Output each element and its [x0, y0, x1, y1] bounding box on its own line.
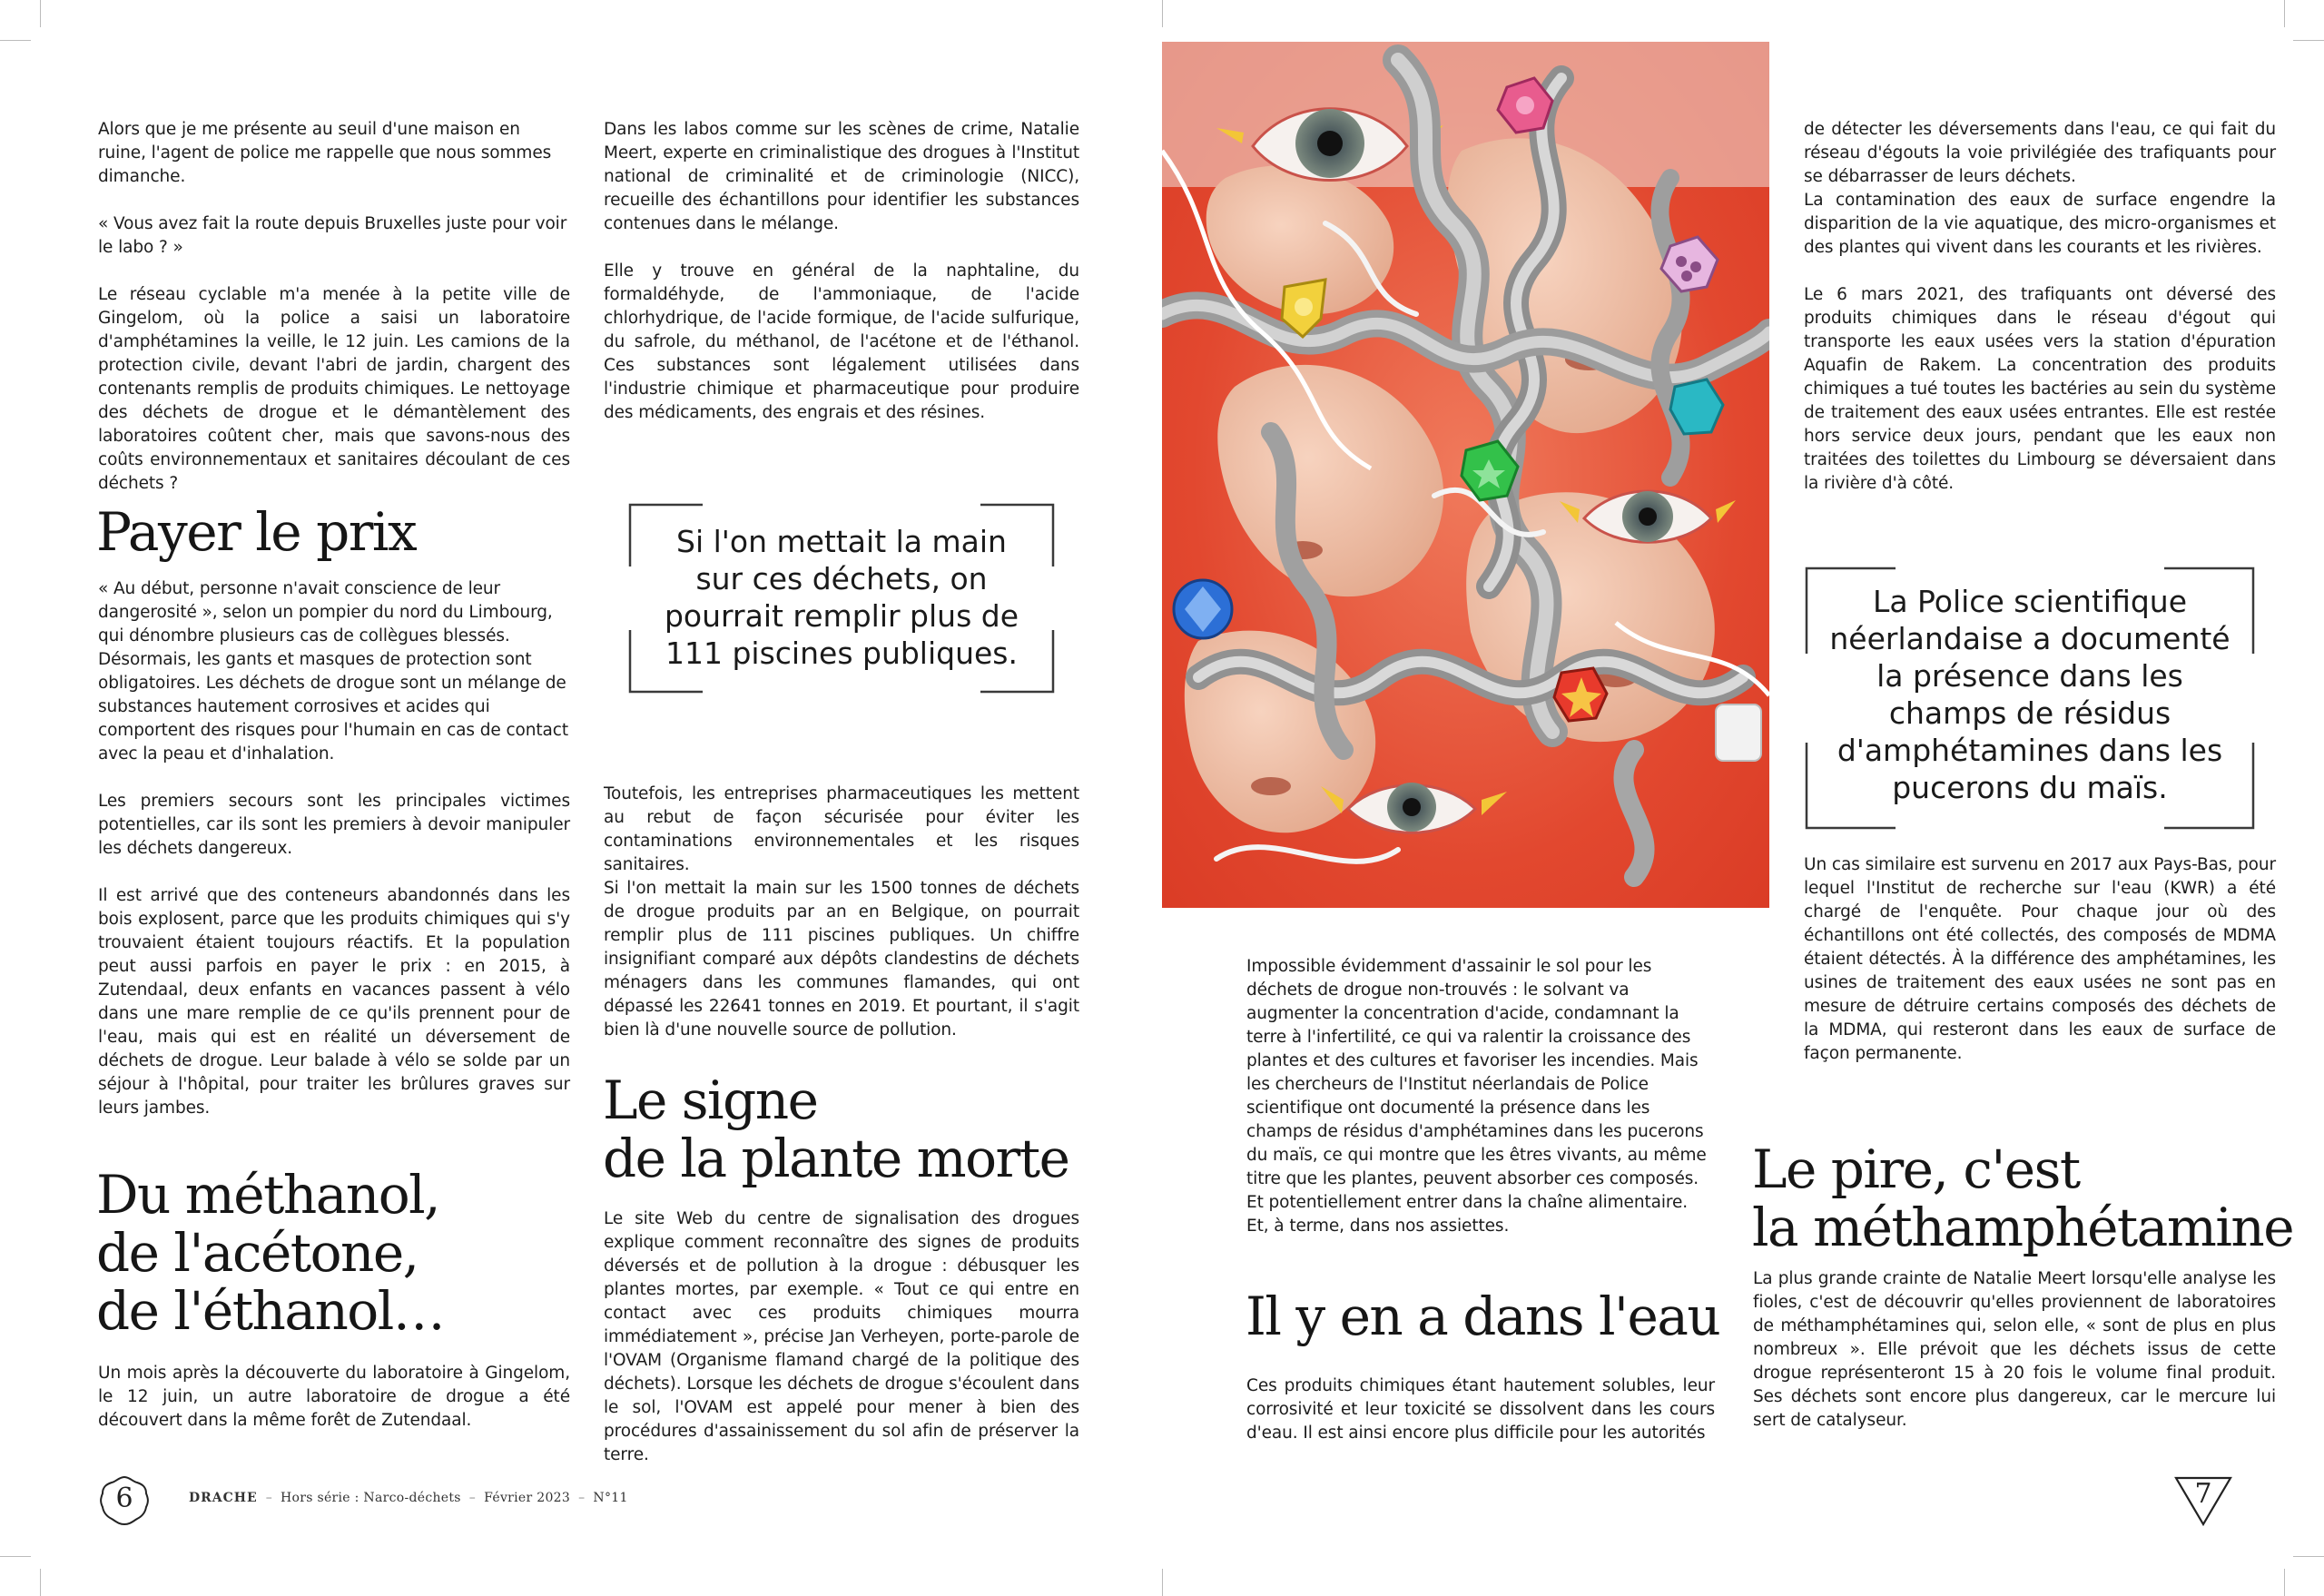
- heading-line: la méthamphétamine: [1752, 1197, 2294, 1258]
- paragraph: de détecter les déversements dans l'eau, ce qui fait du réseau d'égouts la voie privilégiée des trafiquants pour se débarrasser de leurs déchets.: [1804, 120, 2276, 186]
- col4-top: [1804, 118, 2276, 496]
- paragraph: Toutefois, les entreprises pharmaceutiques les mettent au rebut de façon sécurisée pour éviter les contaminations environnementales et les risques sanitaires.: [604, 784, 1079, 874]
- footer-date: Février 2023: [484, 1491, 571, 1505]
- col1-methanol: [98, 1362, 570, 1433]
- paragraph: La plus grande crainte de Natalie Meert lorsqu'elle analyse les fioles, c'est de découvrir qu'elles proviennent de laboratoires de méthamphétamines qui, selon elle, « sont de plus en plus nombreux ». Elle prévoit que les déchets issus de cette drogue représenteront 15 à 20 fois le volume final produit. Ses déchets sont encore plus dangereux, car le mercure lui sert de catalyseur.: [1753, 1269, 2276, 1430]
- page-number: 7: [2194, 1478, 2212, 1510]
- col3-body: [1246, 955, 1715, 1238]
- col4-mid: [1804, 853, 2276, 1066]
- heading-line: Le signe: [603, 1069, 818, 1131]
- heading-pire: [1752, 1140, 2293, 1256]
- footer-info: DRACHE – Hors série : Narco-déchets – Février 2023 – N°11: [189, 1491, 628, 1505]
- pull-quote-text: Si l'on mettait la main sur ces déchets, on pourrait remplir plus de 111 piscines publiques.: [664, 524, 1019, 671]
- paragraph: Dans les labos comme sur les scènes de crime, Natalie Meert, experte en criminalistique des drogues à l'Institut national de criminalité et de criminologie (NICC), recueille des échantillons pour identifier les substances contenues dans le mélange.: [604, 120, 1079, 233]
- paragraph: Un cas similaire est survenu en 2017 aux Pays-Bas, pour lequel l'Institut de recherche sur l'eau (KWR) a été chargé de l'enquête. Pour chaque jour où des échantillons ont été collectés, des composés de MDMA étaient détectés. À la différence des amphétamines, les usines de traitement des eaux usées ne sont pas en mesure de détruire certains composés des déchets de la MDMA, qui resteront dans les eaux de surface de façon permanente.: [1804, 855, 2276, 1063]
- paragraph: Le site Web du centre de signalisation des drogues explique comment reconnaître des signes de produits déversés et de pollution à la drogue : débusquer les plantes mortes, par exemple. « Tout ce qui entre en contact avec ces produits chimiques mourra immédiatement », précise Jan Verheyen, porte-parole de l'OVAM (Organisme flamand chargé de la politique des déchets). Lorsque les déchets de drogue s'écoulent dans le sol, l'OVAM est appelé pour mener à bien des procédures d'assainissement du sol afin de préserver la terre.: [604, 1209, 1079, 1464]
- col2-intro: [604, 118, 1079, 425]
- col4-pire: [1753, 1267, 2276, 1433]
- col2-signe: [604, 1207, 1079, 1467]
- paragraph: Si l'on mettait la main sur les 1500 tonnes de déchets de drogue produits par an en Belgique, on pourrait remplir plus de 111 piscines publiques. Un chiffre insignifiant comparé aux dépôts clandestins de déchets ménagers dans les communes flamandes, qui ont dépassé les 22641 tonnes en 2019. Et pourtant, il s'agit bien là d'une nouvelle source de pollution.: [604, 879, 1079, 1039]
- paragraph: Elle y trouve en général de la naphtaline, du formaldéhyde, de l'ammoniaque, de l'acide chlorhydrique, de l'acide formique, de l'acide sulfurique, du safrole, du méthanol, de l'acétone et de l'éthanol. Ces substances sont légalement utilisées dans l'industrie chimique et pharmaceutique pour produire des médicaments, des engrais et des résines.: [604, 261, 1079, 422]
- heading-line: Du méthanol,: [96, 1164, 440, 1226]
- heading-line: de l'acétone,: [96, 1222, 419, 1284]
- paragraph: Il est arrivé que des conteneurs abandonnés dans les bois explosent, parce que les produits chimiques qui s'y trouvaient étaient toujours réactifs. Et la population peut aussi parfois en payer le prix : en 2015, à Zutendaal, deux enfants en vacances passent à vélo dans une mare remplie de ce qu'ils prennent pour de l'eau, mais qui est en réalité un déversement de déchets de drogue. Leur balade à vélo se solde par un séjour à l'hôpital, pour traiter les brûlures graves sur leurs jambes.: [98, 886, 570, 1118]
- paragraph: « Vous avez fait la route depuis Bruxelles juste pour voir le labo ? »: [98, 214, 567, 257]
- footer-issue: Hors série : Narco-déchets: [281, 1491, 461, 1505]
- heading-payer-le-prix: Payer le prix: [96, 501, 417, 563]
- footer-brand: DRACHE: [189, 1491, 258, 1505]
- paragraph: Les premiers secours sont les principales victimes potentielles, car ils sont les premiers à devoir manipuler les déchets dangereux.: [98, 792, 570, 858]
- paragraph: « Au début, personne n'avait conscience de leur dangerosité », selon un pompier du nord du Limbourg, qui dénombre plusieurs cas de collègues blessés. Désormais, les gants et masques de protection sont obligatoires. Les déchets de drogue sont un mélange de substances hautement corrosives et acides qui comportent des risques pour l'humain en cas de contact avec la peau et d'inhalation.: [98, 579, 568, 764]
- paragraph: Alors que je me présente au seuil d'une maison en ruine, l'agent de police me rappelle que nous sommes dimanche.: [98, 120, 552, 186]
- pull-quote: [628, 503, 1055, 694]
- heading-signe: [603, 1071, 1068, 1187]
- footer-number: N°11: [593, 1491, 628, 1505]
- heading-line: Le pire, c'est: [1752, 1138, 2080, 1200]
- pull-quote: [1805, 566, 2255, 830]
- paragraph: La contamination des eaux de surface engendre la disparition de la vie aquatique, des micro-organismes et des plantes qui vivent dans les courants et les rivières.: [1804, 191, 2276, 257]
- paragraph: Un mois après la découverte du laboratoire à Gingelom, le 12 juin, un autre laboratoire de drogue a été découvert dans la même forêt de Zutendaal.: [98, 1364, 570, 1430]
- paragraph: Ces produits chimiques étant hautement solubles, leur corrosivité et leur toxicité se dissolvent dans les cours d'eau. Il est ainsi encore plus difficile pour les autorités: [1246, 1376, 1715, 1443]
- heading-line: de l'éthanol…: [96, 1280, 445, 1342]
- col1-payer: [98, 577, 570, 1120]
- pull-quote-text: La Police scientifique néerlandaise a documenté la présence dans les champs de résidus d'amphétamines dans les pucerons du maïs.: [1829, 584, 2230, 805]
- heading-methanol: [96, 1166, 444, 1340]
- paragraph: Le réseau cyclable m'a menée à la petite ville de Gingelom, où la police a saisi un laboratoire d'amphétamines la veille, le 12 juin. Les camions de la protection civile, devant l'abri de jardin, chargent des contenants remplis de produits chimiques. Le nettoyage des déchets de drogue et le démantèlement des laboratoires coûtent cher, mais que savons-nous des coûts environnementaux et sanitaires découlant de ces déchets ?: [98, 285, 570, 493]
- col1-intro: [98, 118, 570, 496]
- paragraph: Le 6 mars 2021, des trafiquants ont déversé des produits chimiques dans le réseau d'égout qui transporte les eaux usées vers la station d'épuration Aquafin de Rakem. La concentration des produits chimiques a tué toutes les bactéries au sein du système de traitement des eaux usées entrantes. Elle est restée hors service deux jours, pendant que les eaux non traitées des toilettes du Limbourg se déversaient dans la rivière d'à côté.: [1804, 285, 2276, 493]
- right-page: [1162, 0, 2324, 1596]
- heading-eau: Il y en a dans l'eau: [1246, 1286, 1720, 1347]
- paragraph: Impossible évidemment d'assainir le sol pour les déchets de drogue non-trouvés : le solvant va augmenter la concentration d'acide, condamnant la terre à l'infertilité, ce qui va ralentir la croissance des plantes et des cultures et favoriser les incendies. Mais les chercheurs de l'Institut néerlandais de Police scientifique ont documenté la présence dans les champs de résidus d'amphétamines dans les pucerons du maïs, ce qui montre que les êtres vivants, au même titre que les plantes, peuvent absorber ces composés. Et potentiellement entrer dans la chaîne alimentaire. Et, à terme, dans nos assiettes.: [1246, 957, 1707, 1236]
- heading-line: de la plante morte: [603, 1128, 1069, 1189]
- page-number: 6: [115, 1483, 133, 1514]
- col3-eau: [1246, 1374, 1715, 1445]
- col2-mid: [604, 783, 1079, 1042]
